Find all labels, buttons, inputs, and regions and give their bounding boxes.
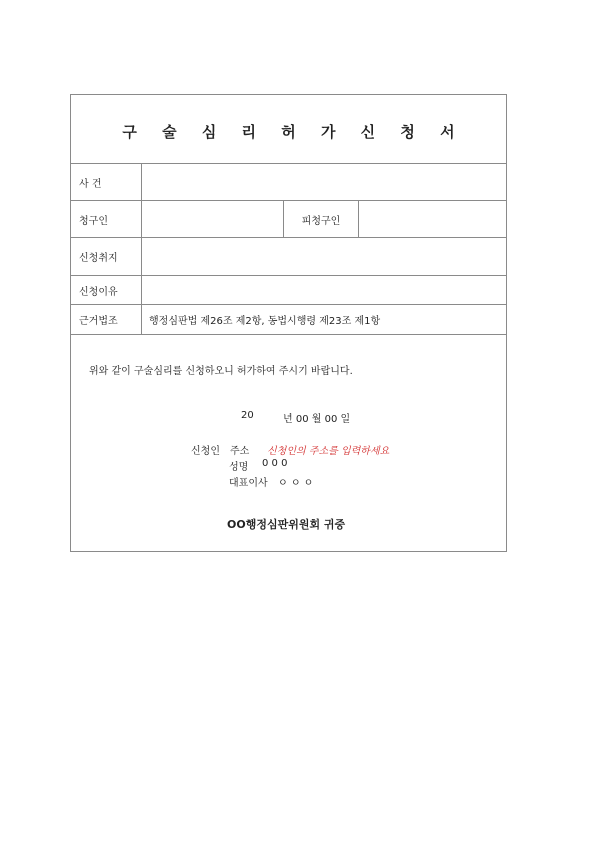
representative-value[interactable]: ㅇ ㅇ ㅇ <box>278 478 314 489</box>
claimant-label: 청구인 <box>71 201 142 237</box>
request-statement: 위와 같이 구술심리를 신청하오니 허가하여 주시기 바랍니다. <box>89 366 353 377</box>
purpose-row <box>71 238 506 276</box>
purpose-label: 신청취지 <box>71 238 142 275</box>
name-label: 성명 <box>229 462 249 473</box>
form-title: 구 술 심 리 허 가 신 청 서 <box>122 123 465 141</box>
reason-row <box>71 276 506 305</box>
representative-label: 대표이사 <box>229 478 268 489</box>
recipient: OO행정심판위원회 귀중 <box>227 518 346 531</box>
address-input[interactable]: 신청인의 주소를 입력하세요 <box>267 446 390 457</box>
case-label: 사 건 <box>71 164 142 200</box>
legal-basis-row <box>71 305 506 335</box>
respondent-field[interactable] <box>359 201 506 237</box>
date-rest: 년 00 월 00 일 <box>283 414 351 425</box>
legal-basis-label: 근거법조 <box>71 305 142 334</box>
claimant-field[interactable] <box>142 201 284 237</box>
reason-field[interactable] <box>143 276 506 304</box>
reason-label: 신청이유 <box>71 276 142 304</box>
case-row <box>71 164 506 201</box>
date-year-prefix: 20 <box>241 410 254 421</box>
address-label: 주소 <box>230 446 250 457</box>
legal-basis-value: 행정심판법 제26조 제2항, 동법시행령 제23조 제1항 <box>149 316 381 327</box>
name-value[interactable]: 0 0 0 <box>262 458 288 469</box>
case-field[interactable] <box>143 164 506 200</box>
applicant-label: 신청인 <box>191 446 220 457</box>
application-form <box>70 94 507 552</box>
respondent-label: 피청구인 <box>284 201 359 237</box>
title-row <box>71 95 506 164</box>
parties-row <box>71 201 506 238</box>
purpose-field[interactable] <box>143 238 506 275</box>
